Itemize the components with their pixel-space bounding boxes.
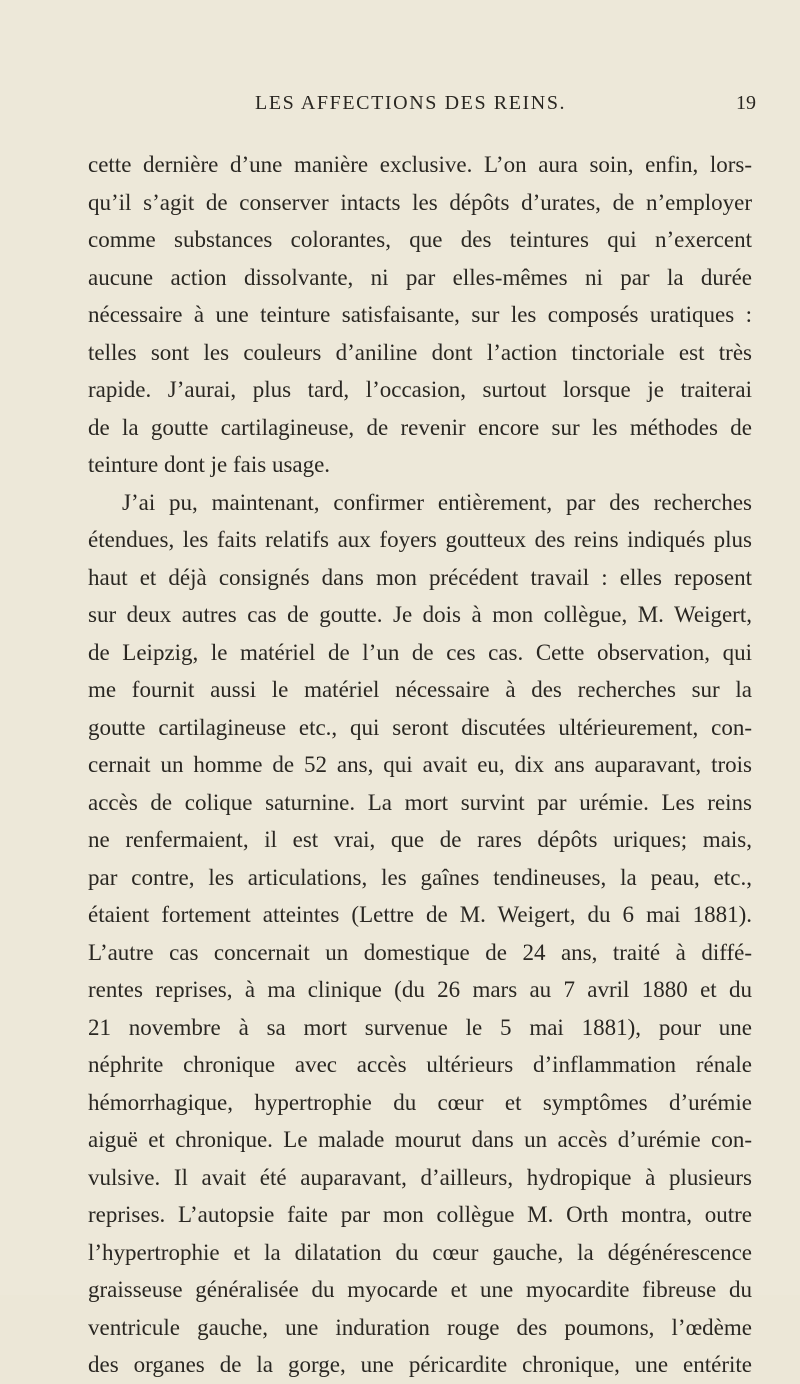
text-line: graisseuse généralisée du myocarde et une myocardite fibreuse du	[88, 1277, 752, 1302]
text-line: goutte cartilagineuse etc., qui seront discutées ultérieurement, con-	[88, 714, 752, 740]
text-line: néphrite chronique avec accès ultérieurs d’inflammation rénale	[88, 1052, 752, 1077]
text-line: de Leipzig, le matériel de l’un de ces cas. Cette observation, qui	[88, 639, 752, 665]
text-line: des organes de la gorge, une péricardite chronique, une entérite	[88, 1352, 752, 1377]
text-line: reprises. L’autopsie faite par mon collègue M. Orth montra, outre	[88, 1202, 752, 1227]
text-line: aiguë et chronique. Le malade mourut dans un accès d’urémie con-	[88, 1127, 752, 1152]
text-line: vulsive. Il avait été auparavant, d’ailleurs, hydropique à plusieurs	[88, 1164, 752, 1190]
text-line: rentes reprises, à ma clinique (du 26 mars au 7 avril 1880 et du	[88, 977, 752, 1002]
body-text	[88, 146, 752, 1384]
text-line: ventricule gauche, une induration rouge des poumons, l’œdème	[88, 1314, 752, 1340]
text-line: étaient fortement atteintes (Lettre de M. Weigert, du 6 mai 1881).	[88, 902, 752, 927]
text-line: J’ai pu, maintenant, confirmer entièrement, par des recherches	[122, 489, 752, 515]
text-line: teinture dont je fais usage.	[88, 452, 331, 477]
text-line: haut et déjà consignés dans mon précédent travail : elles reposent	[88, 564, 752, 590]
text-line: nécessaire à une teinture satisfaisante, sur les composés uratiques :	[88, 302, 752, 327]
text-line: l’hypertrophie et la dilatation du cœur gauche, la dégénérescence	[88, 1239, 752, 1265]
text-line: rapide. J’aurai, plus tard, l’occasion, surtout lorsque je traiterai	[88, 377, 752, 402]
running-title: LES AFFECTIONS DES REINS.	[255, 92, 567, 114]
text-line: hémorrhagique, hypertrophie du cœur et symptômes d’urémie	[88, 1089, 752, 1115]
text-line: L’autre cas concernait un domestique de 24 ans, traité à diffé-	[88, 939, 752, 965]
text-line: aucune action dissolvante, ni par elles-mêmes ni par la durée	[88, 264, 752, 290]
running-head	[0, 92, 800, 116]
text-line: étendues, les faits relatifs aux foyers goutteux des reins indiqués plus	[88, 527, 752, 552]
text-line: ne renfermaient, il est vrai, que de rares dépôts uriques; mais,	[88, 827, 752, 852]
text-line: sur deux autres cas de goutte. Je dois à mon collègue, M. Weigert,	[88, 602, 752, 627]
text-line: telles sont les couleurs d’aniline dont l’action tinctoriale est très	[88, 339, 752, 365]
text-line: cernait un homme de 52 ans, qui avait eu, dix ans auparavant, trois	[88, 752, 752, 777]
text-line: me fournit aussi le matériel nécessaire à des recherches sur la	[88, 677, 752, 702]
text-line: qu’il s’agit de conserver intacts les dépôts d’urates, de n’employer	[88, 189, 752, 215]
text-line: cette dernière d’une manière exclusive. L’on aura soin, enfin, lors-	[88, 152, 752, 177]
text-line: de la goutte cartilagineuse, de revenir encore sur les méthodes de	[88, 414, 752, 440]
text-line: par contre, les articulations, les gaînes tendineuses, la peau, etc.,	[88, 864, 752, 890]
page-number: 19	[736, 92, 756, 114]
text-line: accès de colique saturnine. La mort survint par urémie. Les reins	[88, 789, 752, 815]
text-line: 21 novembre à sa mort survenue le 5 mai 1881), pour une	[88, 1014, 752, 1040]
text-line: comme substances colorantes, que des teintures qui n’exercent	[88, 227, 752, 252]
